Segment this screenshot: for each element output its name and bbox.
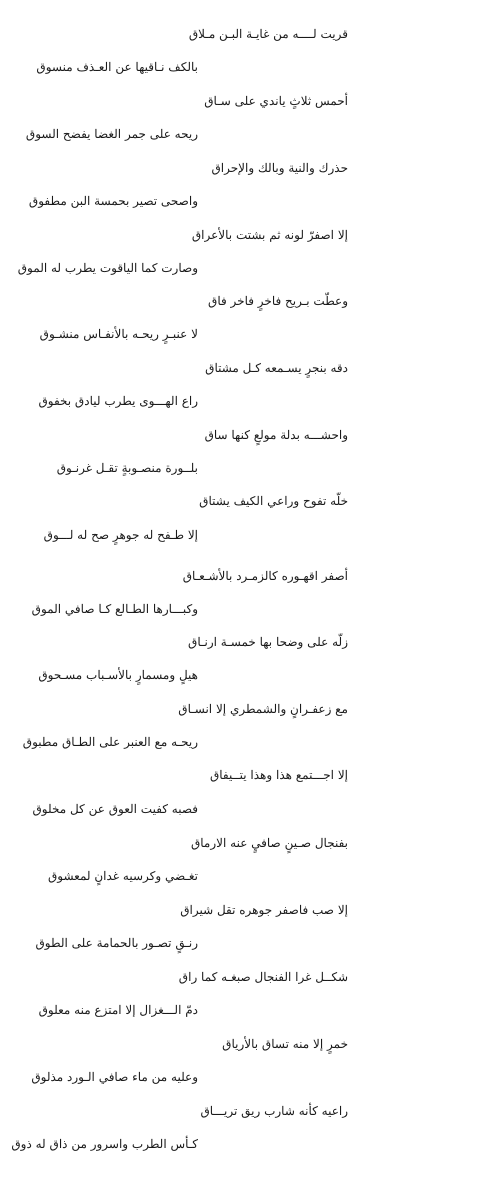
poem-line: رنـقٍ تصـور بالحمامة على الطوق [35,936,198,950]
poem-line: أحمس ثلاثٍ ياندي على سـاق [204,94,348,108]
poem-line: واصحى تصير بحمسة البن مطفوق [28,194,198,208]
poem-line: ريحـه مع العنبر على الطـاق مطبوق [22,735,198,749]
poem-line: وعطّت بـريح فاخرٍ فاخر فاق [208,294,348,308]
poem-line: بفنجال صـينٍ صافيٍ عنه الارماق [190,836,348,850]
poem-line: كـأس الطرب واسرور من ذاق له ذوق [11,1137,198,1151]
poem-line: واحشـــه بدلة مولعٍ كنها ساق [204,428,348,442]
poem-line: راع الهـــوى يطرب ليادق بخفوق [38,394,198,408]
poem-line: إلا طـفح له جوهرٍ صح له لـــوق [43,528,198,542]
poem-line: إلا اجـــتمع هذا وهذا يتــيفاق [209,768,348,782]
poem-line: بالكف نـاقيها عن العـذف منسوق [36,60,198,74]
poem-line: وكبـــارها الطـالع كـا صافي الموق [31,602,198,616]
poem-line: زلّه على وضحا بها خمسـة ارنـاق [188,635,348,649]
poem-line: هيلٍ ومسمارٍ بالأسـباب مسـحوق [38,668,198,682]
poem-line: دمّ الـــغزال إلا امتزع منه معلوق [38,1003,198,1017]
poem-line: حذرك والنية وبالك والإحراق [211,161,348,175]
poem-line: خلّه تفوح وراعي الكيف يشتاق [199,494,348,508]
poem-line: أصفر اقهـوره كالزمـرد بالأشـعـاق [182,569,348,583]
poem-line: شكــل غرا الفنجال صبغـه كما راق [178,970,348,984]
poem-line: خمرٍ إلا منه تساق بالأرياق [222,1037,348,1051]
poem-line: دقه بنجرٍ يسـمعه كـل مشتاق [205,361,348,375]
poem-line: إلا صب فاصفر جوهره تقل شيراق [180,903,348,917]
poem-line: فصبه كفيت العوق عن كل مخلوق [32,802,198,816]
poem-line: تغـضي وكرسيه غدانٍ لمعشوق [47,869,198,883]
poem-line: وعليه من ماء صافي الـورد مذلوق [31,1070,198,1084]
poem-line: وصارت كما الياقوت يطرب له الموق [17,261,198,275]
poem-line: قريت لــــه من غايـة البـن مـلاق [188,27,348,41]
poem-line: لا عنبـرٍ ريحـه بالأنفـاس منشـوق [39,327,198,341]
poem-line: ريحه على جمر الغضا يفضح السوق [25,127,198,141]
poem-line: راعيه كأنه شارب ريق تريـــاق [200,1104,348,1118]
poem-line: مع زعفـرانٍ والشمطري إلا انسـاق [178,702,348,716]
poem-line: بلــورة منصـوبةٍ تقـل غرنـوق [56,461,198,475]
poem-line: إلا اصفرّ لونه ثم بشتت بالأعراق [191,228,348,242]
